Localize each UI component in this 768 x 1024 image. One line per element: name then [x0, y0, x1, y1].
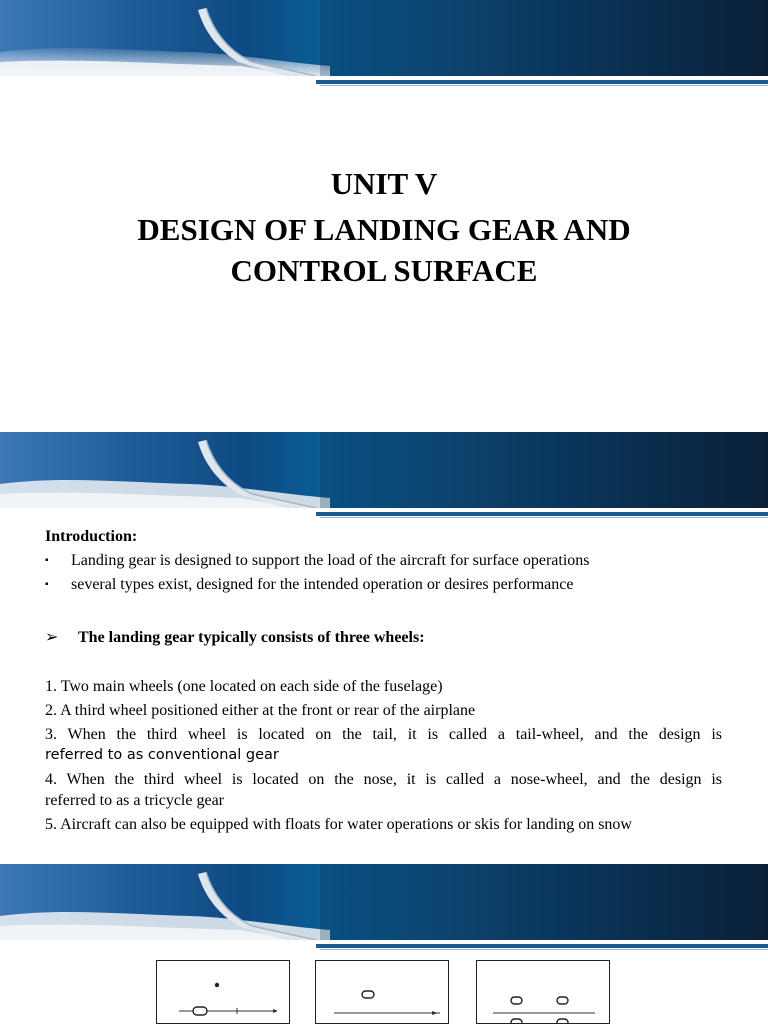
bullet-item: [45, 576, 573, 594]
tricycle-gear-diagram: [315, 960, 449, 1024]
tandem-gear-diagram: [476, 960, 610, 1024]
accent-bar: [316, 512, 768, 516]
slide-title-line: DESIGN OF LANDING GEAR AND: [137, 212, 631, 247]
list-item: 2. A third wheel positioned either at the front or rear of the airplane: [45, 702, 476, 719]
square-bullet-icon: ▪: [45, 579, 49, 590]
sky-wing-banner: [0, 864, 768, 940]
bullet-text: Landing gear is designed to support the load of the aircraft for surface operations: [71, 552, 590, 569]
accent-bar: [316, 80, 768, 84]
accent-line: [320, 85, 768, 86]
sky-wing-banner: [0, 0, 768, 76]
arrow-bullet-icon: ➢: [45, 629, 59, 646]
list-item: 5. Aircraft can also be equipped with floats for water operations or skis for landing on snow: [45, 816, 632, 833]
list-item: 4. When the third wheel is located on the nose, it is called a nose-wheel, and the design is referred to as a tricycle gear: [45, 771, 722, 809]
bullet-item: [45, 552, 589, 570]
list-item: 1. Two main wheels (one located on each side of the fuselage): [45, 678, 443, 695]
intro-heading: Introduction:: [45, 528, 138, 545]
sky-wing-banner: [0, 432, 768, 508]
list-item: 3. When the third wheel is located on the tail, it is called a tail-wheel, and the design is referred to as conventional gear: [45, 726, 722, 763]
accent-line: [320, 517, 768, 518]
bullet-text: several types exist, designed for the intended operation or desires performance: [71, 576, 574, 593]
subheading: [45, 627, 425, 647]
unit-title: UNIT V: [330, 166, 438, 201]
slide-title: [0, 0, 768, 432]
slide-introduction: [0, 432, 768, 864]
subheading-text: The landing gear typically consists of three wheels:: [78, 629, 425, 646]
slide-title-line: CONTROL SURFACE: [230, 253, 538, 288]
accent-line: [320, 949, 768, 950]
conventional-gear-diagram: [156, 960, 290, 1024]
accent-bar: [316, 944, 768, 948]
square-bullet-icon: ▪: [45, 555, 49, 566]
numbered-list: [45, 676, 722, 838]
